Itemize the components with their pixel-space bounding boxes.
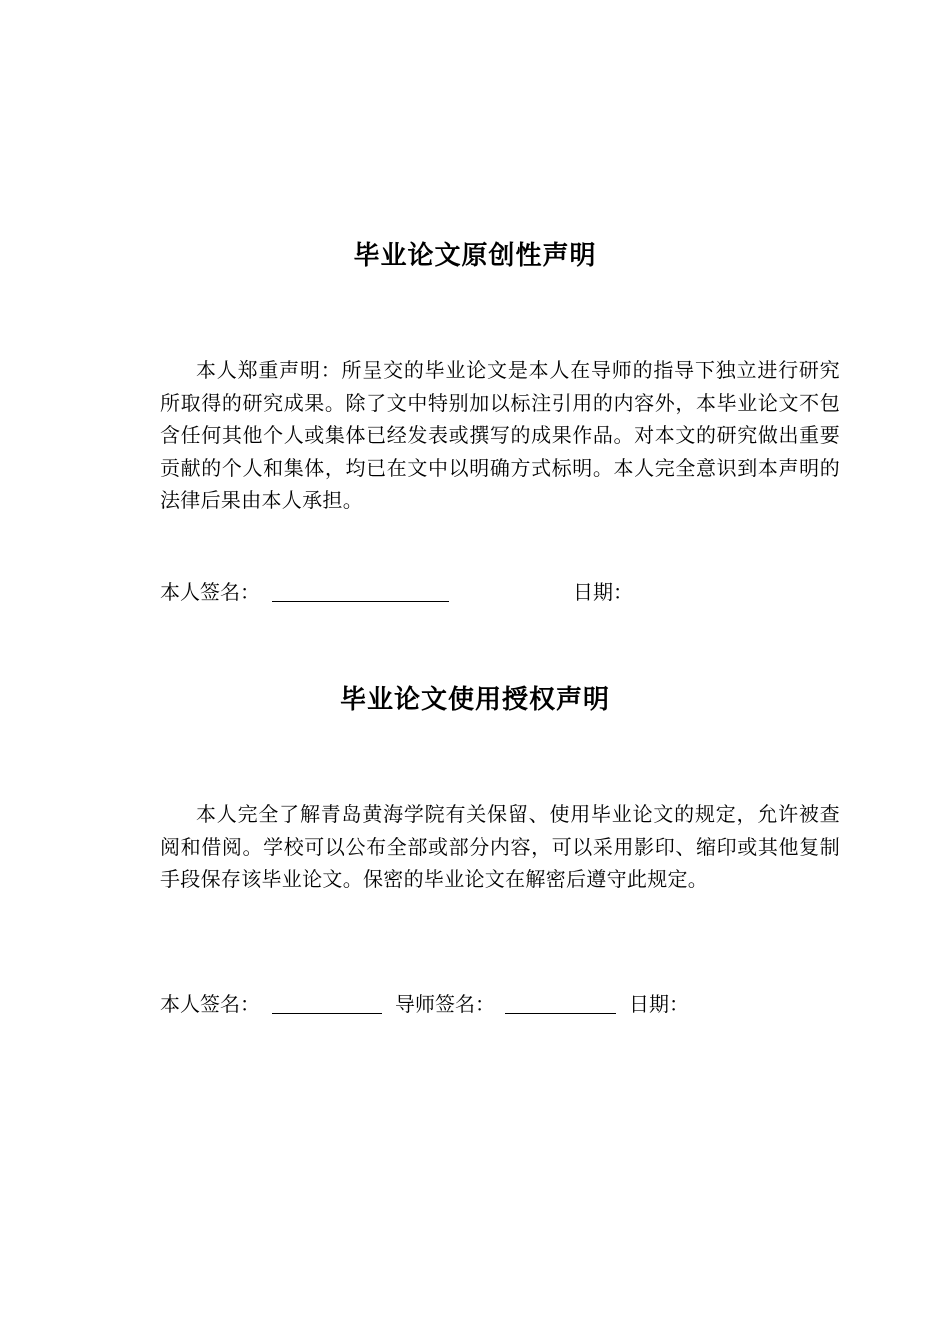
advisor-signature-blank[interactable]	[505, 990, 616, 1014]
date-label: 日期：	[573, 580, 633, 604]
authorization-title: 毕业论文使用授权声明	[339, 685, 610, 715]
originality-title: 毕业论文原创性声明	[353, 241, 597, 271]
authorization-body: 本人完全了解青岛黄海学院有关保留、使用毕业论文的规定，允许被查阅和借阅。学校可以公布全部或部分内容，可以采用影印、缩印或其他复制手段保存该毕业论文。保密的毕业论文在解密后遵守此规定。	[160, 802, 840, 891]
date-label: 日期：	[629, 992, 689, 1016]
signature-blank[interactable]	[272, 578, 449, 602]
signature-label: 本人签名：	[160, 992, 260, 1016]
advisor-signature-label: 导师签名：	[395, 992, 495, 1016]
signature-label: 本人签名：	[160, 580, 260, 604]
originality-body: 本人郑重声明：所呈交的毕业论文是本人在导师的指导下独立进行研究所取得的研究成果。除了文中特别加以标注引用的内容外，本毕业论文不包含任何其他个人或集体已经发表或撰写的成果作品。对本文的研究做出重要贡献的个人和集体，均已在文中以明确方式标明。本人完全意识到本声明的法律后果由本人承担。	[160, 358, 840, 512]
signature-blank[interactable]	[272, 990, 382, 1014]
